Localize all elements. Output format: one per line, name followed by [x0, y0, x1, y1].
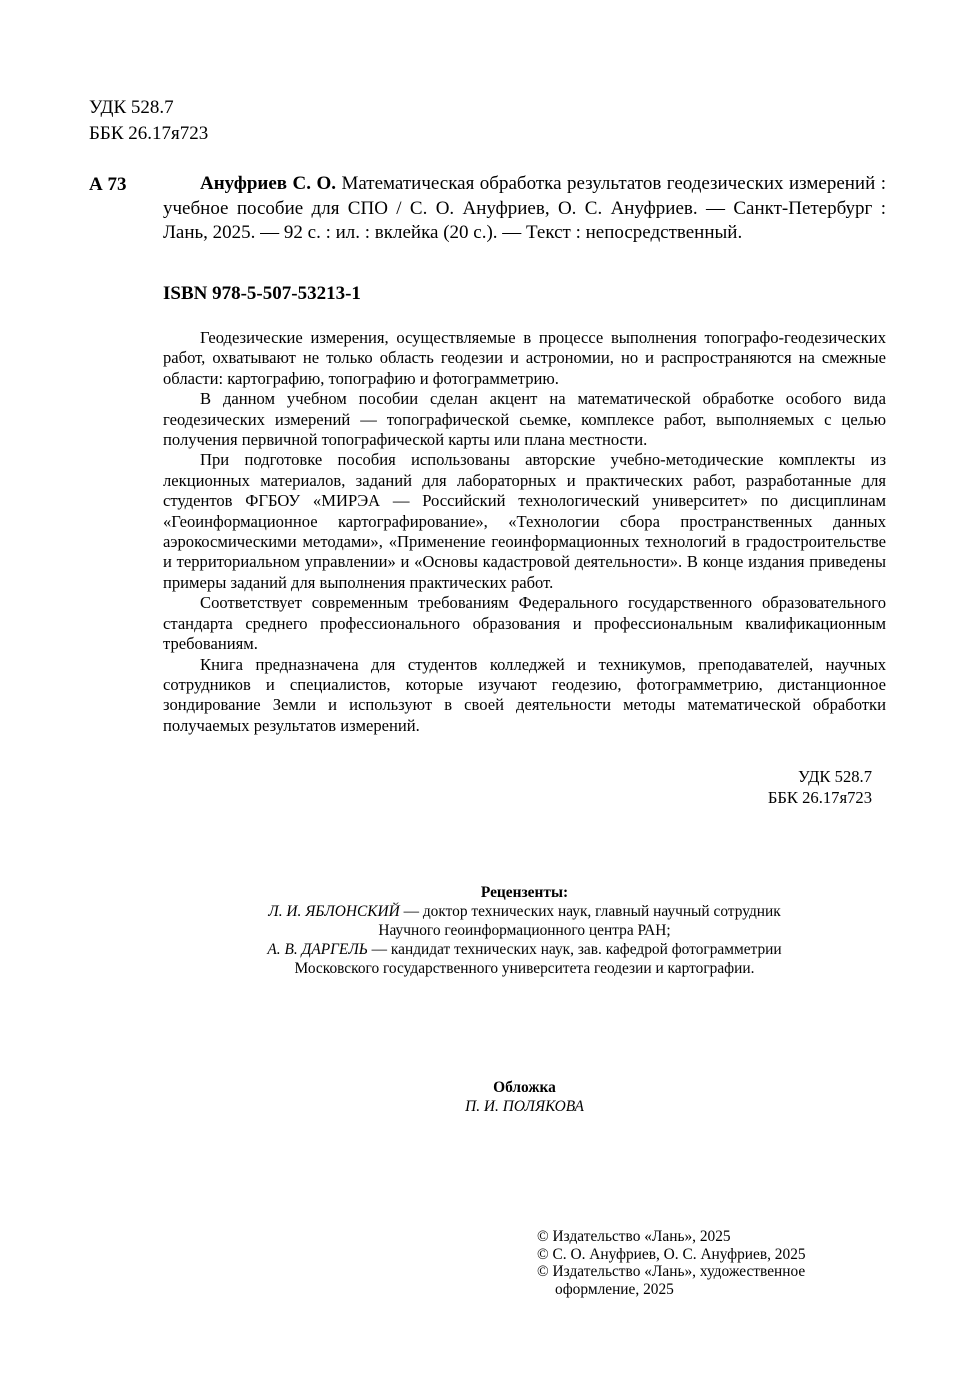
reviewers-heading: Рецензенты: [480, 884, 569, 901]
author-mark: А 73 [89, 174, 127, 195]
copyright-line: © Издательство «Лань», художественное оформление, 2025 [537, 1263, 806, 1298]
annotation-paragraph: Книга предназначена для студентов колледжей и техникумов, преподавателей, научных сотрудников и специалистов, которые изучают геодезию, фотограмметрию, дистанционное зондирование Земли и используют в своей деятельности методы математической обработки получаемых результатов измерений. [163, 654, 886, 735]
isbn: ISBN 978-5-507-53213-1 [163, 283, 361, 304]
cover-designer: П. И. ПОЛЯКОВА [465, 1098, 584, 1115]
udk-code: УДК 528.7 [798, 767, 872, 786]
bbk-code: ББК 26.17я723 [767, 788, 872, 807]
reviewer-1-desc: — доктор технических наук, главный научный сотрудник [399, 903, 781, 920]
reviewer-1-name: Л. И. ЯБЛОНСКИЙ [268, 903, 400, 920]
copyright-line: © С. О. Ануфриев, О. С. Ануфриев, 2025 [537, 1245, 806, 1263]
annotation-paragraph: В данном учебном пособии сделан акцент на математической обработке особого вида геодезических измерений — топографической сьемке, комплексе работ, выполняемых с целью получения первичной топографической карты или плана местности. [163, 389, 886, 450]
classification-codes-bottom [720, 766, 872, 808]
copyright-line: © Издательство «Лань», 2025 [537, 1228, 731, 1245]
copyright-block [537, 1228, 857, 1298]
reviewers-block [163, 883, 886, 978]
bibliographic-description [163, 172, 886, 246]
bbk-code: ББК 26.17я723 [89, 123, 209, 144]
annotation-paragraph: Соответствует современным требованиям Федерального государственного образовательного стандарта среднего профессионального образования и профессиональным квалификационным требованиям. [163, 593, 886, 654]
bibliographic-text: Математическая обработка результатов геодезических измерений : учебное пособие для СПО / С. О. Ануфриев, О. С. Ануфриев. — Санкт-Петербург : Лань, 2025. — 92 с. : ил. : вклейка (20 с.). — Текст : непосредственный. [163, 173, 887, 243]
author-name: Ануфриев С. О. [200, 173, 336, 194]
annotation [163, 328, 886, 736]
cover-heading: Обложка [493, 1079, 556, 1096]
annotation-paragraph: При подготовке пособия использованы авторские учебно-методические комплекты из лекционных материалов, заданий для лабораторных и практических работ, разработанные для студентов ФГБОУ «МИРЭА — Российский технологический университет» по дисциплинам «Геоинформационное картографирование», «Технологии сбора пространственных данных аэрокосмическими методами», «Применение геоинформационных технологий в градостроительстве и территориальном управлении» и «Основы кадастровой деятельности». В конце издания приведены примеры заданий для выполнения практических работ. [163, 450, 886, 592]
reviewer-2 [163, 940, 886, 959]
reviewer-2-name: А. В. ДАРГЕЛЬ [267, 941, 368, 958]
reviewer-1 [163, 902, 886, 921]
reviewer-2-org: Московского государственного университета геодезии и картографии. [294, 960, 755, 977]
reviewer-1-org: Научного геоинформационного центра РАН; [378, 922, 671, 939]
cover-credit [163, 1078, 886, 1116]
reviewer-2-desc: — кандидат технических наук, зав. кафедрой фотограмметрии [367, 941, 782, 958]
classification-codes-top [89, 95, 208, 147]
udk-code: УДК 528.7 [89, 97, 174, 118]
annotation-paragraph: Геодезические измерения, осуществляемые в процессе выполнения топографо-геодезических работ, охватывают не только область геодезии и астрономии, но и распространяются на смежные области: картографию, топографию и фотограмметрию. [163, 328, 886, 388]
